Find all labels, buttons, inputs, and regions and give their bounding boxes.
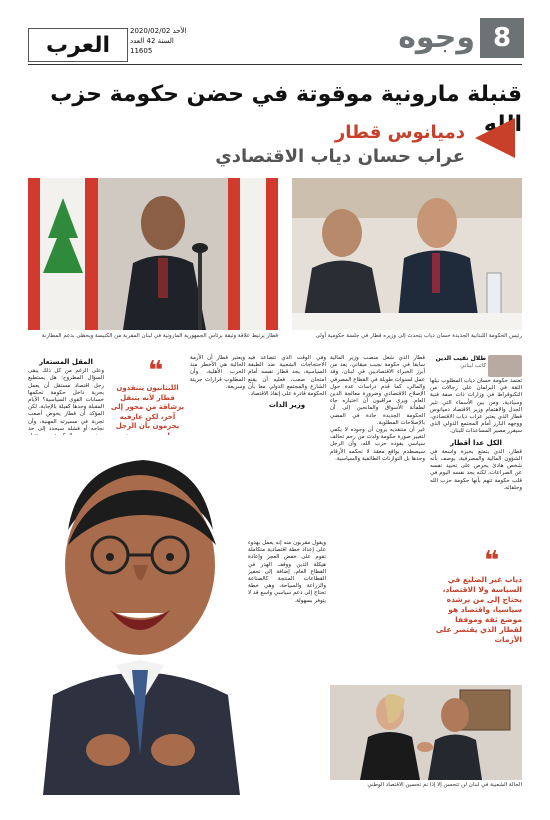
caricature-illustration	[28, 435, 248, 795]
body-column-3b	[248, 540, 326, 775]
arrow-icon	[475, 118, 515, 158]
header-divider	[28, 64, 522, 65]
photo-handshake	[330, 685, 522, 780]
subheading: الكل عدا أقطار	[450, 438, 502, 447]
caption-left: قطار يرتبط علاقة وثيقة برئاس الجمهورية المارونية في لبنان المقربة من الكنيسة ويحظى بدعم المطارنة	[41, 333, 278, 339]
author-name: طلال نقيب الدين	[435, 355, 486, 362]
paragraph: غير أن منتقديه يرون أن وجوده لا يكفي لتغيير صورة حكومة ولدت من رحم تحالف سياسي يقوده حزب الله، وأن الرجل سيصطدم بواقع معقد لا تحكمه الأرقام وحدها بل التوازنات الطائفية والسياسية.	[330, 427, 425, 462]
pullquote-1: اللبنانيون يتنقدون قطار لأنه يتنقل برشاقة من محور إلى آخر، لكن عارفيه يجزمون بأن الرجل	[110, 384, 185, 430]
quote-icon: ❝	[484, 546, 500, 576]
author-role: كاتب لبناني	[460, 363, 486, 369]
newspaper-logo: العرب	[28, 28, 128, 62]
cartoon-credit: رسم: نبيل	[62, 750, 84, 756]
page-number: 8	[480, 18, 524, 58]
paragraph: ويعتبر قطار أن الأزمة الحالية هي الأخطر منذ الحرب الأهلية، وأن المطلوب قرارات جريئة وسريعة.	[190, 355, 245, 390]
subheading: وزير الذات	[268, 401, 306, 410]
paragraph: قطار، الذي يتمتع بخبرة واسعة في الشؤون المالية والمصرفية، يوصف بأنه شخص هادئ يحرص على تحييد نفسه عن الصراعات، لكنه يجد نفسه اليوم في قلب حكومة تتهم بأنها حكومة حزب الله وحلفائه.	[430, 448, 522, 491]
subheading: المقل المستعار	[39, 358, 93, 366]
caption-right: رئيس الحكومة اللبنانية الجديدة حسان دياب يتحدث إلى وزيره قطار في جلسة حكومية أولى	[315, 333, 522, 339]
paragraph: وعلى الرغم من كل ذلك يبقى السؤال المطروح: هل يستطيع رجل اقتصاد مستقل أن يعمل بحرية داخل حكومة تحكمها حسابات القوى السياسية؟ الأيام المقبلة وحدها كفيلة بالإجابة، لكن المؤكد أن قطار يخوض أصعب تجربة في مسيرته المهنية، وأن نجاحه أو فشله سيحدد إلى حد	[28, 368, 104, 432]
paragraph: ويقول مقربون منه إنه يعمل بهدوء على إعداد خطة اقتصادية متكاملة تقوم على خفض العجز وإعادة هيكلة الدين ووقف الهدر في القطاع العام، إضافة إلى تحفيز القطاعات المنتجة كالصناعة والزراعة والسياحة، وهي خطة تحتاج إلى دعم سياسي واسع قد لا يتوفر بسهولة.	[248, 540, 326, 604]
paragraph: قطار الذي شغل منصب وزير المالية سابقا في حكومة نجيب ميقاتي، يعد من أبرز الخبراء الاقتصاديين في لبنان، وقد عمل لسنوات طويلة في القطاع المصرفي والمالي، كما قدم دراسات عدة حول الإصلاح الاقتصادي وضرورة معالجة الدين العام. ويرى مراقبون أن اختياره جاء لطمأنة الأسواق والمانحين إلى أن الحكومة الجديدة جادة في المضي بالإصلاحات المطلوبة.	[330, 355, 425, 426]
byline: دميانوس قطار	[334, 122, 465, 143]
issue-number: السنة 42 العدد 11605	[130, 37, 174, 55]
headline: قنبلة مارونية موقوتة في حضن حكومة حزب الله	[50, 82, 522, 137]
body-column-6	[28, 355, 104, 433]
paragraph: تعتمد حكومة حسان دياب المطلوب نيلها الثقة في البرلمان على رجالات من التكنوقراط في وزارات ذات صفة فنية وسيادية، ومن بين الأسماء التي تثير الجدل والاهتمام وزير الاقتصاد دميانوس قطار الذي يعتبر عراب دياب الاقتصادي، ووجهه البارز أمام المجتمع الدولي الذي سيقرر مصير المساعدات للبنان.	[430, 378, 522, 435]
author-avatar	[488, 355, 522, 377]
section-title: وجوه	[398, 20, 475, 55]
photo-qattar-speaking	[28, 178, 278, 330]
issue-date: الأحد 2020/02/02	[130, 27, 187, 35]
photo-cabinet-meeting	[292, 178, 522, 330]
paragraph: وفي الوقت الذي تتصاعد فيه الاحتجاجات الشعبية ضد الطبقة السياسية، يجد قطار نفسه أمام امتحان صعب، فعليه أن يقنع الشارع والمجتمع الدولي معا بأن الحكومة قادرة على إنقاذ الاقتصاد.	[248, 355, 326, 398]
caption-bottom: الحالة الشعبية في لبنان لن تتحسن إلا إذا تم تحسين الاقتصاد الوطني	[367, 782, 522, 788]
body-column-1	[430, 378, 522, 593]
body-column-2	[330, 355, 425, 685]
body-column-3	[248, 355, 326, 535]
subhead: عراب حسان دياب الاقتصادي	[215, 146, 465, 167]
quote-icon: ❝	[148, 356, 164, 386]
pullquote-2: دياب غير الضليع في السياسة ولا الاقتصاد، يحتاج إلى من يرشده سياسيا، واقتصاد هو موضع ثقة وموقفا لقطار الذي يقتصر على الأزمات	[435, 575, 522, 644]
